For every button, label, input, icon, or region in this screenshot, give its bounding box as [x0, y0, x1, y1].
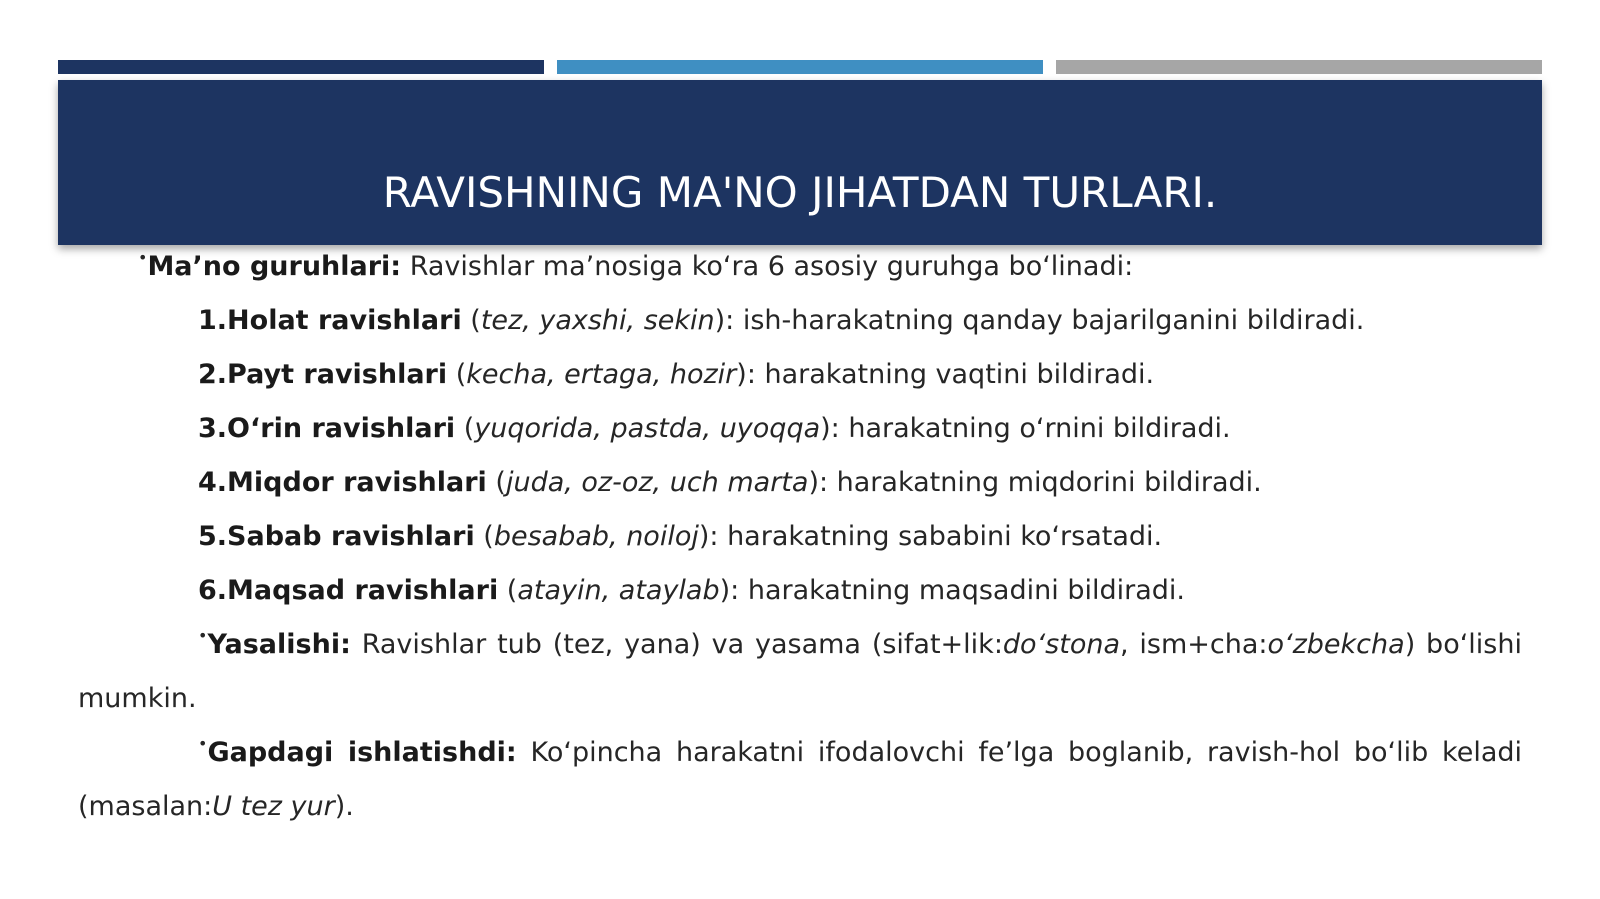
item-text: ): ish-harakatning qanday bajarilganini bildiradi. [714, 305, 1365, 336]
item-open: ( [498, 575, 518, 606]
list-item [78, 402, 1522, 456]
item-label: 3.O‘rin ravishlari [198, 413, 456, 444]
gapdagi-paragraph [78, 726, 1522, 834]
yasalishi-text: ) bo‘lishi mumkin. [78, 629, 1522, 714]
yasalishi-text: Ravishlar tub (tez, yana) va yasama (sifat+lik: [350, 629, 1003, 660]
list-item [78, 294, 1522, 348]
bullet: • [198, 626, 208, 645]
title-banner [58, 80, 1542, 245]
mano-label: Ma’no guruhlari: [147, 251, 402, 282]
item-label: 4.Miqdor ravishlari [198, 467, 487, 498]
item-examples: tez, yaxshi, sekin [480, 305, 715, 336]
accent-bar-gray [1056, 60, 1542, 74]
accent-bar-dark-blue [58, 60, 544, 74]
gapdagi-label: Gapdagi ishlatishdi: [207, 737, 517, 768]
mano-paragraph [78, 240, 1522, 294]
list-item [78, 564, 1522, 618]
yasalishi-paragraph [78, 618, 1522, 726]
item-open: ( [447, 359, 467, 390]
bullet: • [198, 734, 208, 753]
list-item [78, 510, 1522, 564]
item-text: ): harakatning sababini ko‘rsatadi. [698, 521, 1163, 552]
accent-bar-light-blue [557, 60, 1043, 74]
item-label: 2.Payt ravishlari [198, 359, 448, 390]
item-examples: kecha, ertaga, hozir [466, 359, 737, 390]
yasalishi-label: Yasalishi: [207, 629, 351, 660]
mano-text: Ravishlar ma’nosiga ko‘ra 6 asosiy guruhga bo‘linadi: [401, 251, 1134, 282]
gapdagi-text: ). [334, 791, 354, 822]
item-examples: atayin, ataylab [517, 575, 720, 606]
item-text: ): harakatning miqdorini bildiradi. [808, 467, 1262, 498]
yasalishi-example: do‘stona [1002, 629, 1120, 660]
yasalishi-example: o‘zbekcha [1267, 629, 1405, 660]
item-examples: yuqorida, pastda, uyoqqa [474, 413, 821, 444]
item-examples: besabab, noiloj [493, 521, 699, 552]
item-label: 6.Maqsad ravishlari [198, 575, 499, 606]
list-item [78, 456, 1522, 510]
item-examples: juda, oz-oz, uch marta [505, 467, 809, 498]
item-open: ( [474, 521, 494, 552]
gapdagi-example: U tez yur [212, 791, 335, 822]
item-open: ( [455, 413, 475, 444]
item-text: ): harakatning maqsadini bildiradi. [719, 575, 1185, 606]
slide-content [78, 240, 1522, 834]
item-open: ( [486, 467, 506, 498]
list-item [78, 348, 1522, 402]
item-text: ): harakatning vaqtini bildiradi. [736, 359, 1155, 390]
item-label: 5.Sabab ravishlari [198, 521, 475, 552]
item-text: ): harakatning o‘rnini bildiradi. [820, 413, 1231, 444]
slide-title: RAVISHNING MA'NO JIHATDAN TURLARI. [382, 168, 1218, 217]
item-open: ( [461, 305, 481, 336]
bullet: • [138, 248, 148, 267]
item-label: 1.Holat ravishlari [198, 305, 462, 336]
yasalishi-text: , ism+cha: [1120, 629, 1268, 660]
gapdagi-text: Ko‘pincha harakatni ifodalovchi fe’lga boglanib, ravish-hol bo‘lib keladi (masalan: [78, 737, 1523, 822]
